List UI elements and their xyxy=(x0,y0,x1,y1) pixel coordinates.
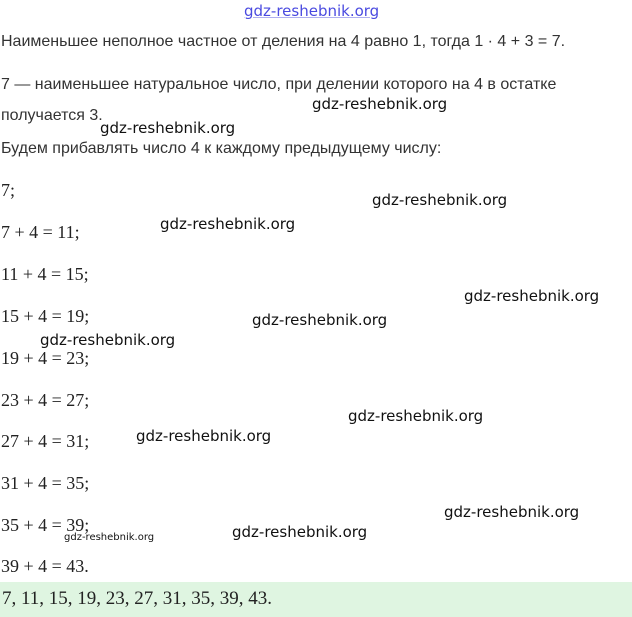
step-row: 31 + 4 = 35; xyxy=(1,473,90,493)
step-row: 7; xyxy=(1,180,16,200)
header-watermark[interactable]: gdz-reshebnik.org xyxy=(244,2,380,20)
step-row: 35 + 4 = 39; xyxy=(1,515,90,535)
step-row: 19 + 4 = 23; xyxy=(1,348,90,368)
watermark: gdz-reshebnik.org xyxy=(252,311,388,329)
step-row: 27 + 4 = 31; xyxy=(1,431,90,451)
step-row: 23 + 4 = 27; xyxy=(1,390,90,410)
watermark: gdz-reshebnik.org xyxy=(100,119,236,137)
intro-line-2a: 7 — наименьшее натуральное число, при делении которого на 4 в остатке xyxy=(1,76,557,93)
step-row: 15 + 4 = 19; xyxy=(1,306,90,326)
watermark: gdz-reshebnik.org xyxy=(232,523,368,541)
intro-line-3: Будем прибавлять число 4 к каждому предыдущему числу: xyxy=(1,140,442,157)
watermark: gdz-reshebnik.org xyxy=(136,427,272,445)
watermark: gdz-reshebnik.org xyxy=(348,407,484,425)
watermark: gdz-reshebnik.org xyxy=(64,532,155,543)
step-row: 7 + 4 = 11; xyxy=(1,222,80,242)
step-row: 11 + 4 = 15; xyxy=(1,264,89,284)
watermark: gdz-reshebnik.org xyxy=(372,191,508,209)
answer-text: 7, 11, 15, 19, 23, 27, 31, 35, 39, 43. xyxy=(2,588,273,609)
watermark: gdz-reshebnik.org xyxy=(312,95,448,113)
step-row: 39 + 4 = 43. xyxy=(1,556,89,576)
watermark: gdz-reshebnik.org xyxy=(160,215,296,233)
intro-line-2b: получается 3. xyxy=(1,107,103,124)
watermark: gdz-reshebnik.org xyxy=(464,287,600,305)
intro-line-1: Наименьшее неполное частное от деления на 4 равно 1, тогда 1 · 4 + 3 = 7. xyxy=(1,33,566,50)
watermark: gdz-reshebnik.org xyxy=(444,503,580,521)
watermark: gdz-reshebnik.org xyxy=(40,331,176,349)
